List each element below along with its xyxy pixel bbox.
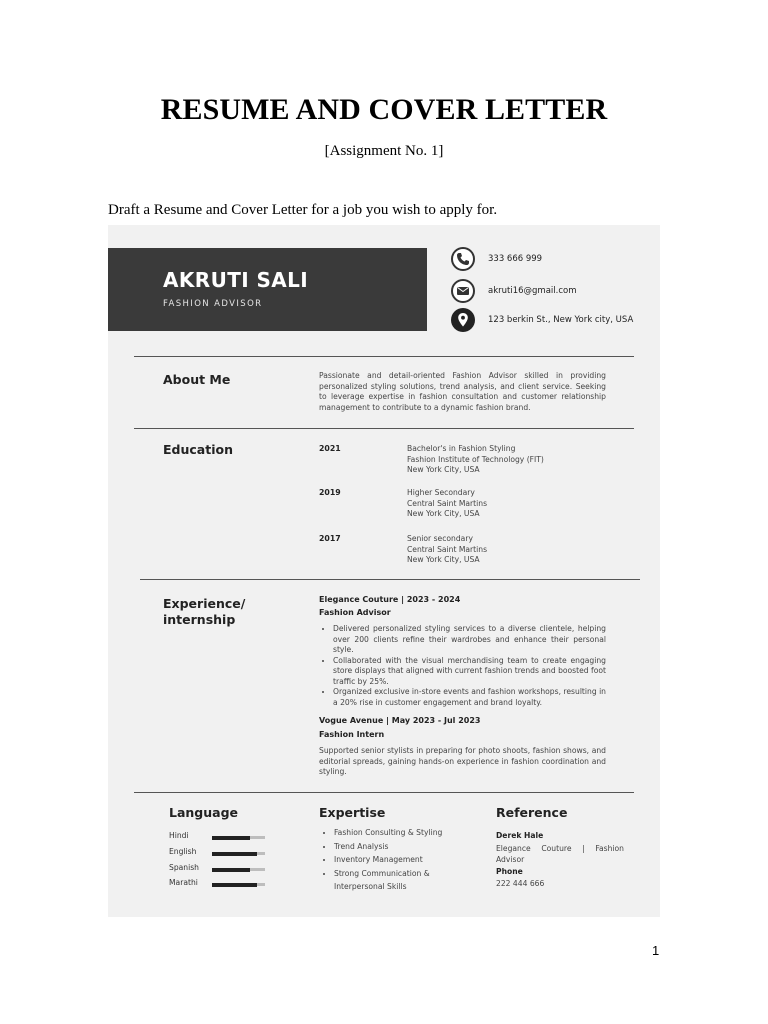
contact-email: [451, 278, 577, 304]
job-bullets: [319, 624, 606, 708]
phone-icon: [451, 247, 475, 271]
contact-phone-text: 333 666 999: [488, 254, 543, 264]
education-school: Fashion Institute of Technology (FIT): [407, 454, 544, 464]
expertise-item: • Inventory Management: [334, 853, 464, 867]
experience-title: [163, 596, 245, 628]
contact-address: [451, 307, 633, 333]
education-title: Education: [163, 442, 233, 457]
reference-name: Derek Hale: [496, 831, 544, 840]
education-degree: Senior secondary: [407, 534, 473, 543]
job-bullet: • Organized exclusive in-store events and fashion workshops, resulting in a 20% rise in customer engagement and brand loyalty.: [333, 687, 606, 708]
document-instruction: Draft a Resume and Cover Letter for a job you wish to apply for.: [108, 202, 498, 218]
name-banner: [108, 248, 427, 331]
language-level-fill: [212, 868, 250, 872]
expertise-list: [319, 826, 464, 894]
education-location: New York City, USA: [407, 555, 480, 564]
language-level-bar: [212, 852, 265, 855]
language-level-bar: [212, 868, 265, 871]
email-icon: [451, 279, 475, 303]
education-entry: [407, 444, 544, 476]
job-role: Fashion Advisor: [319, 608, 391, 617]
contact-phone: [451, 246, 542, 272]
job-heading: Elegance Couture | 2023 - 2024: [319, 595, 461, 604]
location-icon: [451, 308, 475, 332]
language-level-fill: [212, 852, 257, 856]
expertise-title: Expertise: [319, 805, 386, 820]
reference-org: Elegance Couture | Fashion Advisor: [496, 844, 624, 864]
language-title: Language: [169, 805, 239, 820]
divider: [134, 792, 634, 793]
education-entry: [407, 534, 487, 566]
job-bullet: • Delivered personalized styling services to a diverse clientele, helping over 200 clients refine their wardrobes and enhance their personal style.: [333, 624, 606, 656]
resume-role: FASHION ADVISOR: [163, 299, 263, 309]
experience-title-line2: internship: [163, 612, 236, 627]
expertise-item: • Fashion Consulting & Styling: [334, 826, 464, 840]
divider: [134, 356, 634, 357]
education-year: 2017: [319, 534, 341, 543]
about-text: Passionate and detail-oriented Fashion Advisor skilled in providing personalized styling solutions, trend analysis, and client service. Seeking to leverage expertise in fashion consultation and customer relationship management to contribute to a dynamic fashion brand.: [319, 371, 606, 412]
resume-name: AKRUTI SALI: [163, 268, 309, 292]
document-title: RESUME AND COVER LETTER: [160, 93, 608, 126]
education-location: New York City, USA: [407, 465, 480, 474]
job-heading: Vogue Avenue | May 2023 - Jul 2023: [319, 716, 481, 725]
education-year: 2019: [319, 488, 341, 497]
expertise-item: • Trend Analysis: [334, 840, 464, 854]
language-name: Hindi: [169, 831, 189, 840]
reference-title: Reference: [496, 805, 568, 820]
education-location: New York City, USA: [407, 509, 480, 518]
language-name: English: [169, 847, 197, 856]
divider: [140, 579, 640, 580]
page-number: 1: [652, 943, 660, 958]
education-degree: Bachelor's in Fashion Styling: [407, 444, 516, 453]
job-description: Supported senior stylists in preparing for photo shoots, fashion shows, and editorial spreads, gaining hands-on experience in fashion coordination and styling.: [319, 746, 606, 776]
language-level-fill: [212, 883, 257, 887]
education-school: Central Saint Martins: [407, 498, 488, 508]
language-name: Spanish: [169, 863, 199, 872]
about-title: About Me: [163, 372, 231, 387]
contact-email-text: akruti16@gmail.com: [488, 286, 577, 296]
language-level-bar: [212, 883, 265, 886]
job-role: Fashion Intern: [319, 730, 385, 739]
language-level-fill: [212, 836, 250, 840]
reference-phone: 222 444 666: [496, 879, 545, 888]
expertise-item: • Strong Communication & Interpersonal Skills: [334, 867, 464, 894]
education-degree: Higher Secondary: [407, 488, 475, 497]
education-school: Central Saint Martins: [407, 544, 488, 554]
divider: [134, 428, 634, 429]
language-name: Marathi: [169, 878, 198, 887]
experience-title-line1: Experience/: [163, 596, 246, 611]
contact-address-text: 123 berkin St., New York city, USA: [488, 315, 634, 325]
job-bullet: • Collaborated with the visual merchandising team to create engaging store displays that aligned with current fashion trends and boosted foot traffic by 25%.: [333, 656, 606, 688]
language-level-bar: [212, 836, 265, 839]
document-subtitle: [Assignment No. 1]: [324, 143, 444, 159]
education-year: 2021: [319, 444, 341, 453]
resume-card: [108, 225, 660, 917]
reference-phone-label: Phone: [496, 867, 523, 876]
education-entry: [407, 488, 487, 520]
